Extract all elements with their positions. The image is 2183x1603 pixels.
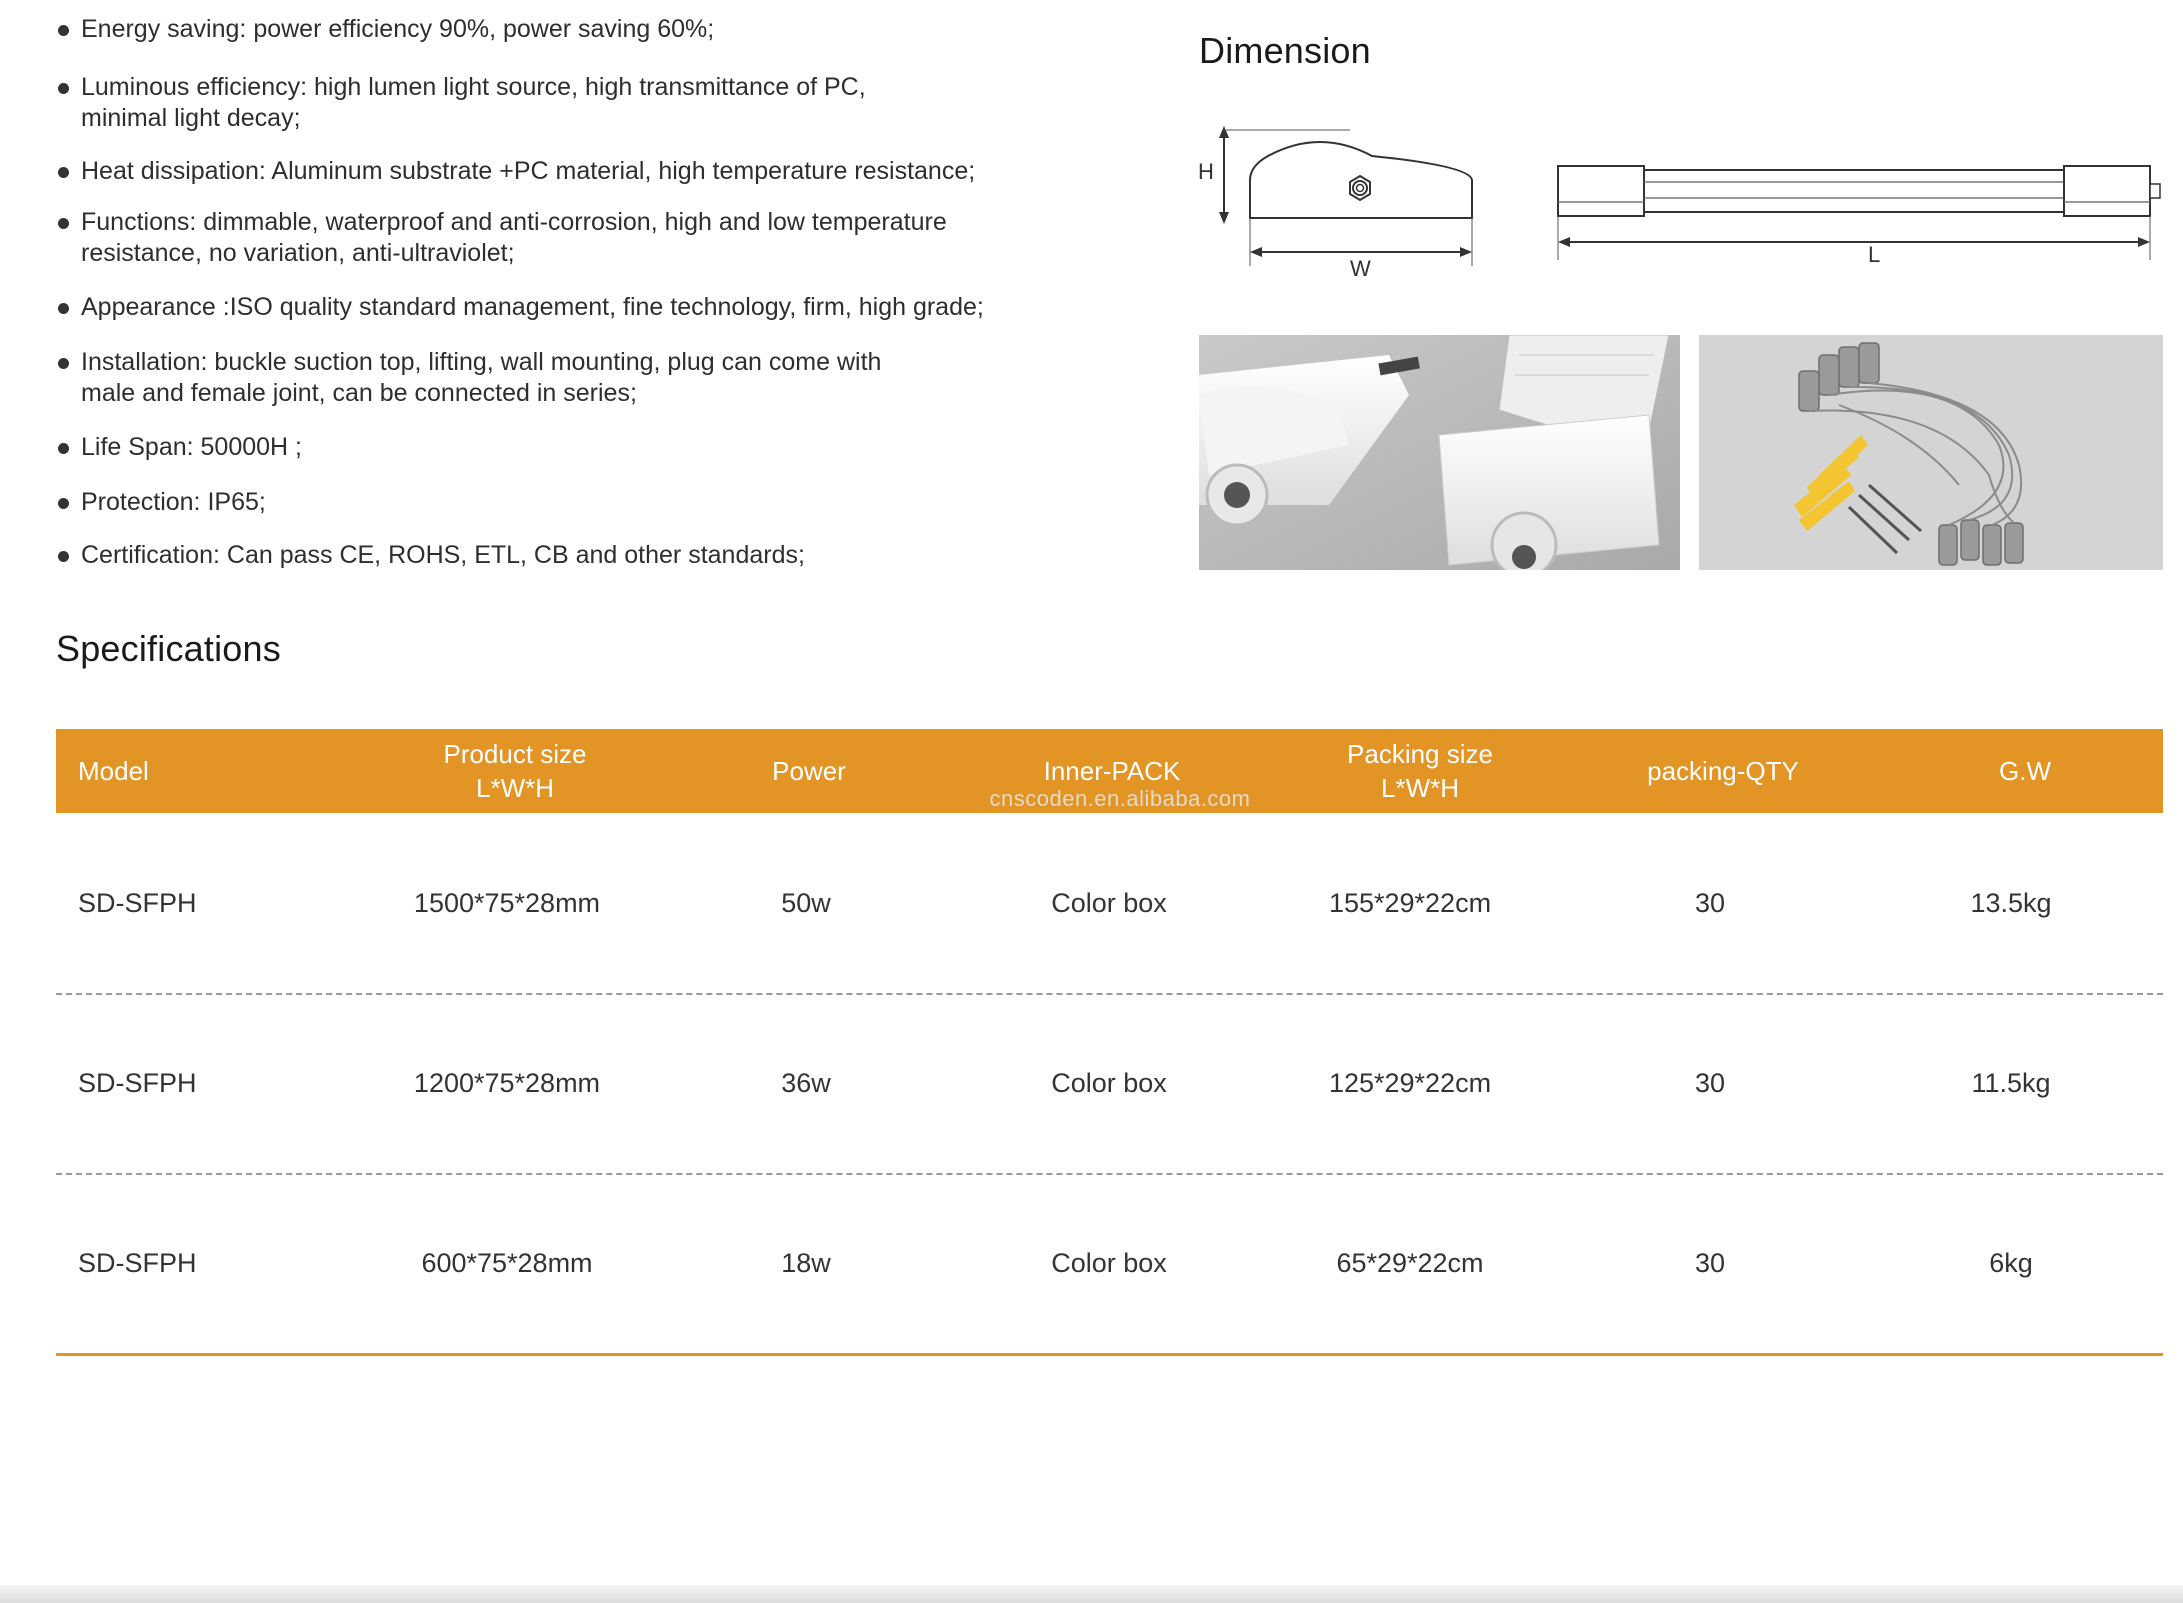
dimension-end-cap-drawing: [1190, 118, 1480, 278]
bullet-icon: [58, 83, 69, 94]
table-cell: 30: [1694, 1067, 1726, 1098]
table-cell: SD-SFPH: [78, 887, 197, 918]
bullet-icon: [58, 551, 69, 562]
column-header: [385, 729, 645, 813]
feature-text: minimal light decay;: [81, 104, 301, 132]
feature-item: [56, 292, 1201, 323]
watermark: cnscoden.en.alibaba.com: [989, 786, 1251, 811]
feature-text: Certification: Can pass CE, ROHS, ETL, CB and other standards;: [81, 541, 805, 569]
feature-text: Protection: IP65;: [81, 488, 266, 516]
feature-text: Luminous efficiency: high lumen light source, high transmittance of PC,: [81, 73, 866, 101]
feature-text: Life Span: 50000H ;: [81, 433, 302, 461]
column-header-line: G.W: [1999, 756, 2051, 786]
table-row: [56, 1173, 2163, 1353]
feature-item: [56, 72, 1201, 134]
table-cell: 13.5kg: [1970, 887, 2052, 918]
bullet-icon: [58, 218, 69, 229]
feature-text: Heat dissipation: Aluminum substrate +PC material, high temperature resistance;: [81, 157, 976, 185]
table-cell: 30: [1694, 887, 1726, 918]
table-cell: SD-SFPH: [78, 1247, 197, 1278]
column-header: [1895, 729, 2155, 813]
table-cell: 600*75*28mm: [421, 1247, 593, 1278]
feature-item: [56, 540, 1201, 571]
table-cell: 1200*75*28mm: [413, 1067, 601, 1098]
table-cell: 30: [1694, 1247, 1726, 1278]
height-label: H: [1198, 159, 1214, 184]
table-cell: Color box: [1051, 1247, 1167, 1278]
bullet-icon: [58, 358, 69, 369]
feature-text: Functions: dimmable, waterproof and anti-corrosion, high and low temperature: [81, 208, 947, 236]
table-cell: Color box: [1051, 1067, 1167, 1098]
feature-item: [56, 207, 1201, 269]
table-cell: 18w: [781, 1247, 831, 1278]
table-row: [56, 993, 2163, 1173]
column-header-line: packing-QTY: [1647, 756, 1799, 786]
row-divider: [56, 1173, 2163, 1175]
table-cell: 1500*75*28mm: [413, 887, 601, 918]
feature-item: [56, 487, 1201, 518]
width-label: W: [1350, 256, 1371, 278]
column-header-line: Packing size: [1347, 739, 1493, 769]
table-cell: Color box: [1051, 887, 1167, 918]
end-cap-photo: [1199, 335, 1680, 570]
column-header-line: Inner-PACK: [1043, 756, 1181, 786]
feature-item: [56, 432, 1201, 463]
table-cell: 155*29*22cm: [1328, 887, 1492, 918]
table-cell: 6kg: [1989, 1247, 2033, 1278]
bullet-icon: [58, 443, 69, 454]
column-header-line: L*W*H: [475, 773, 554, 803]
table-cell: 65*29*22cm: [1336, 1247, 1484, 1278]
table-cell: 36w: [781, 1067, 831, 1098]
page-bottom-edge: [0, 1585, 2183, 1603]
column-header-line: Power: [772, 756, 846, 786]
feature-text: Installation: buckle suction top, lifting, wall mounting, plug can come with: [81, 348, 882, 376]
bullet-icon: [58, 25, 69, 36]
table-bottom-rule: [56, 1353, 2163, 1356]
column-header: [78, 729, 278, 813]
column-header: [1593, 729, 1853, 813]
bullet-icon: [58, 303, 69, 314]
feature-list: [56, 0, 1176, 600]
table-cell: 11.5kg: [1971, 1067, 2051, 1098]
feature-text: male and female joint, can be connected in series;: [81, 379, 637, 407]
length-label: L: [1868, 242, 1881, 267]
feature-item: [56, 14, 1201, 45]
bullet-icon: [58, 498, 69, 509]
feature-item: [56, 347, 1201, 409]
column-header-line: L*W*H: [1380, 773, 1459, 803]
column-header-line: Model: [78, 756, 149, 786]
row-divider: [56, 993, 2163, 995]
bullet-icon: [58, 167, 69, 178]
specifications-title: Specifications: [56, 628, 281, 669]
feature-text: Energy saving: power efficiency 90%, power saving 60%;: [81, 15, 715, 43]
table-cell: 50w: [781, 887, 831, 918]
hanging-kit-photo: [1699, 335, 2163, 570]
feature-item: [56, 156, 1201, 187]
table-cell: SD-SFPH: [78, 1067, 197, 1098]
table-row: [56, 813, 2163, 993]
column-header-line: Product size: [443, 739, 587, 769]
dimension-length-drawing: [1552, 160, 2172, 270]
dimension-title: Dimension: [1199, 30, 1371, 71]
feature-text: resistance, no variation, anti-ultraviolet;: [81, 239, 515, 267]
table-cell: 125*29*22cm: [1328, 1067, 1492, 1098]
feature-text: Appearance :ISO quality standard management, fine technology, firm, high grade;: [81, 293, 984, 321]
